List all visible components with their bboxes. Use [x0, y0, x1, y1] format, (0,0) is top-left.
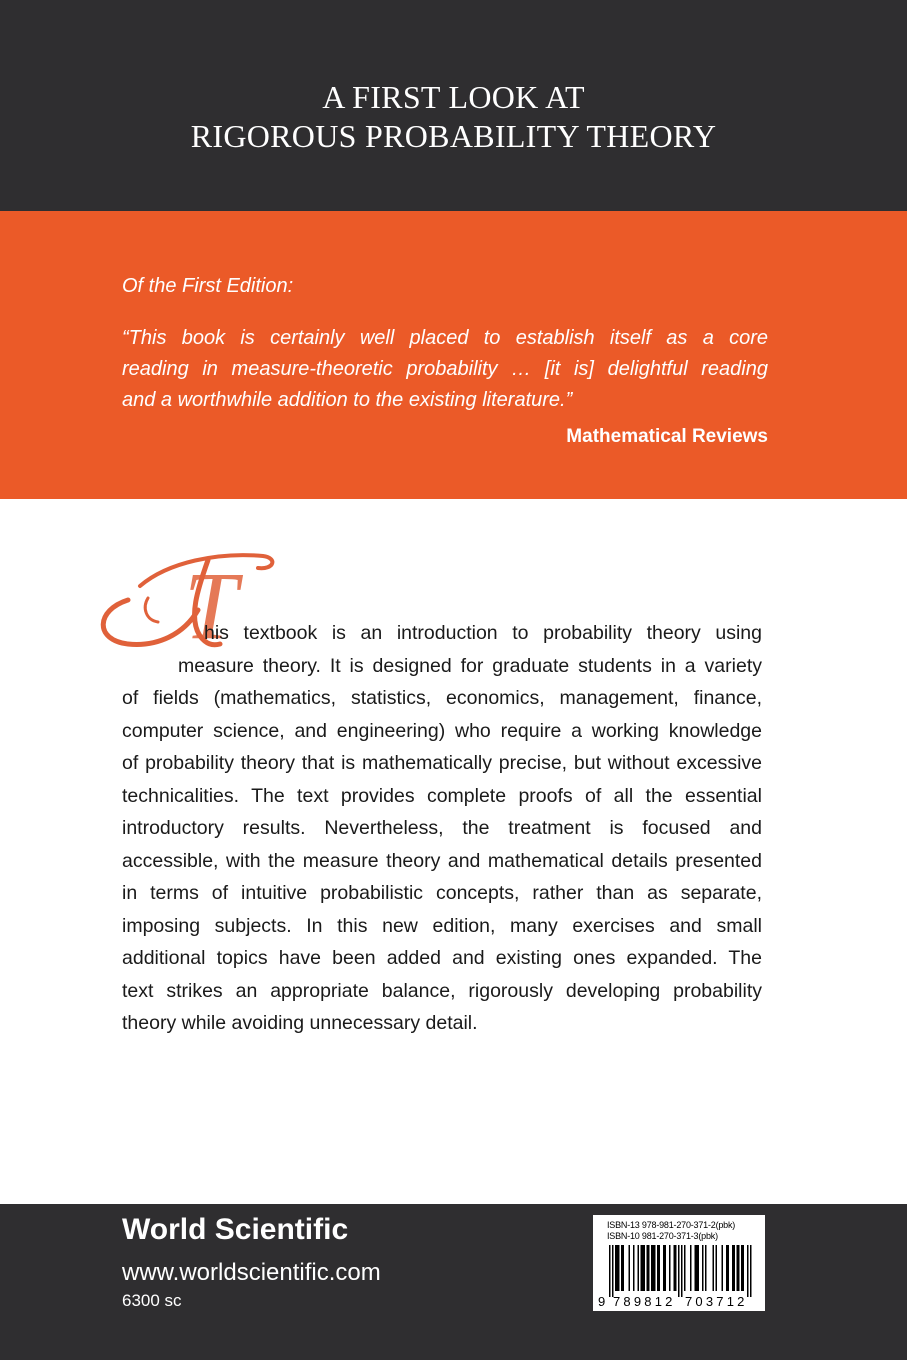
publisher-name: World Scientific [122, 1213, 349, 1246]
barcode-bar [684, 1245, 686, 1291]
barcode-bar [695, 1245, 697, 1291]
barcode-bar [750, 1245, 752, 1297]
barcode-bar [722, 1245, 724, 1291]
barcode-bar [737, 1245, 739, 1291]
barcode-bar [669, 1245, 671, 1291]
review-quote-line: and a worthwhile addition to the existing literature.” [122, 389, 573, 411]
barcode-bar [681, 1245, 683, 1297]
description-text [122, 617, 762, 1040]
description-line: accessible, with the measure theory and mathematical details presented [122, 849, 762, 872]
barcode-bar [648, 1245, 650, 1291]
barcode [595, 1243, 763, 1309]
description-line: in terms of intuitive probabilistic concepts, rather than as separate, [122, 882, 762, 904]
barcode-bar [696, 1245, 698, 1291]
barcode-bar [651, 1245, 653, 1291]
barcode-bar [716, 1245, 718, 1291]
review-label: Of the First Edition: [122, 275, 294, 297]
review-attribution: Mathematical Reviews [566, 426, 768, 447]
barcode-bar [609, 1245, 611, 1297]
barcode-panel [593, 1215, 765, 1311]
barcode-bar [705, 1245, 707, 1291]
barcode-bar [615, 1245, 617, 1291]
description-line: computer science, and engineering) who require a working knowledge [122, 719, 762, 742]
barcode-bar [647, 1245, 649, 1291]
barcode-bar [738, 1245, 740, 1291]
barcode-bar [618, 1245, 620, 1291]
barcode-bar [659, 1245, 661, 1291]
barcode-bar [690, 1245, 692, 1291]
barcode-bar [654, 1245, 656, 1291]
barcode-bar [629, 1245, 631, 1291]
description-line: additional topics have been added and existing ones expanded. The [122, 947, 762, 969]
barcode-bar [678, 1245, 680, 1297]
barcode-bar [642, 1245, 644, 1291]
book-title [0, 78, 907, 156]
barcode-bar [698, 1245, 700, 1291]
barcode-bar [674, 1245, 676, 1291]
barcode-bar [638, 1245, 640, 1291]
description-line: of probability theory that is mathematically precise, but without excessive [122, 752, 762, 774]
barcode-bar [657, 1245, 659, 1291]
barcode-bar [663, 1245, 665, 1291]
book-title-line-2: RIGOROUS PROBABILITY THEORY [190, 118, 717, 154]
barcode-bar [633, 1245, 635, 1291]
description-line: text strikes an appropriate balance, rigorously developing probability [122, 979, 762, 1002]
description-line: measure theory. It is designed for graduate students in a variety [178, 654, 762, 677]
barcode-bar [728, 1245, 730, 1291]
barcode-bar [644, 1245, 646, 1291]
barcode-bar [641, 1245, 643, 1291]
review-quote-line: “This book is certainly well placed to establish itself as a core [122, 327, 768, 349]
barcode-bar [743, 1245, 745, 1291]
barcode-bar [713, 1245, 715, 1291]
barcode-bar [653, 1245, 655, 1291]
barcode-bar [732, 1245, 734, 1291]
isbn-10: ISBN-10 981-270-371-3(pbk) [607, 1231, 718, 1241]
description-line: technicalities. The text provides complete proofs of all the essential [122, 784, 762, 807]
dropcap-letter: T [184, 552, 238, 658]
product-code: 6300 sc [122, 1291, 182, 1310]
barcode-bar [726, 1245, 728, 1291]
isbn-13: ISBN-13 978-981-270-371-2(pbk) [607, 1220, 736, 1230]
barcode-bar [675, 1245, 677, 1291]
barcode-bar [702, 1245, 704, 1291]
barcode-bar [747, 1245, 749, 1297]
publisher-website: www.worldscientific.com [122, 1259, 381, 1286]
description-line: of fields (mathematics, statistics, economics, management, finance, [122, 687, 762, 709]
description-line: imposing subjects. In this new edition, many exercises and small [122, 914, 762, 937]
book-title-line-1: A FIRST LOOK AT [322, 79, 585, 115]
barcode-digit-first: 9 [598, 1294, 606, 1309]
barcode-bar [621, 1245, 623, 1291]
barcode-digits-left: 789812 [613, 1294, 676, 1309]
barcode-bar [612, 1245, 614, 1297]
barcode-bar [734, 1245, 736, 1291]
description-line: his textbook is an introduction to probability theory using [204, 622, 762, 644]
description-line: introductory results. Nevertheless, the treatment is focused and [122, 817, 762, 839]
barcode-bar [741, 1245, 743, 1291]
description-line: theory while avoiding unnecessary detail. [122, 1012, 478, 1034]
review-quote [122, 323, 768, 416]
barcode-bar [665, 1245, 667, 1291]
barcode-digits-right: 703712 [685, 1294, 748, 1309]
review-quote-line: reading in measure-theoretic probability … [it is] delightful reading [122, 358, 768, 380]
barcode-bar [617, 1245, 619, 1291]
barcode-bar [623, 1245, 625, 1291]
